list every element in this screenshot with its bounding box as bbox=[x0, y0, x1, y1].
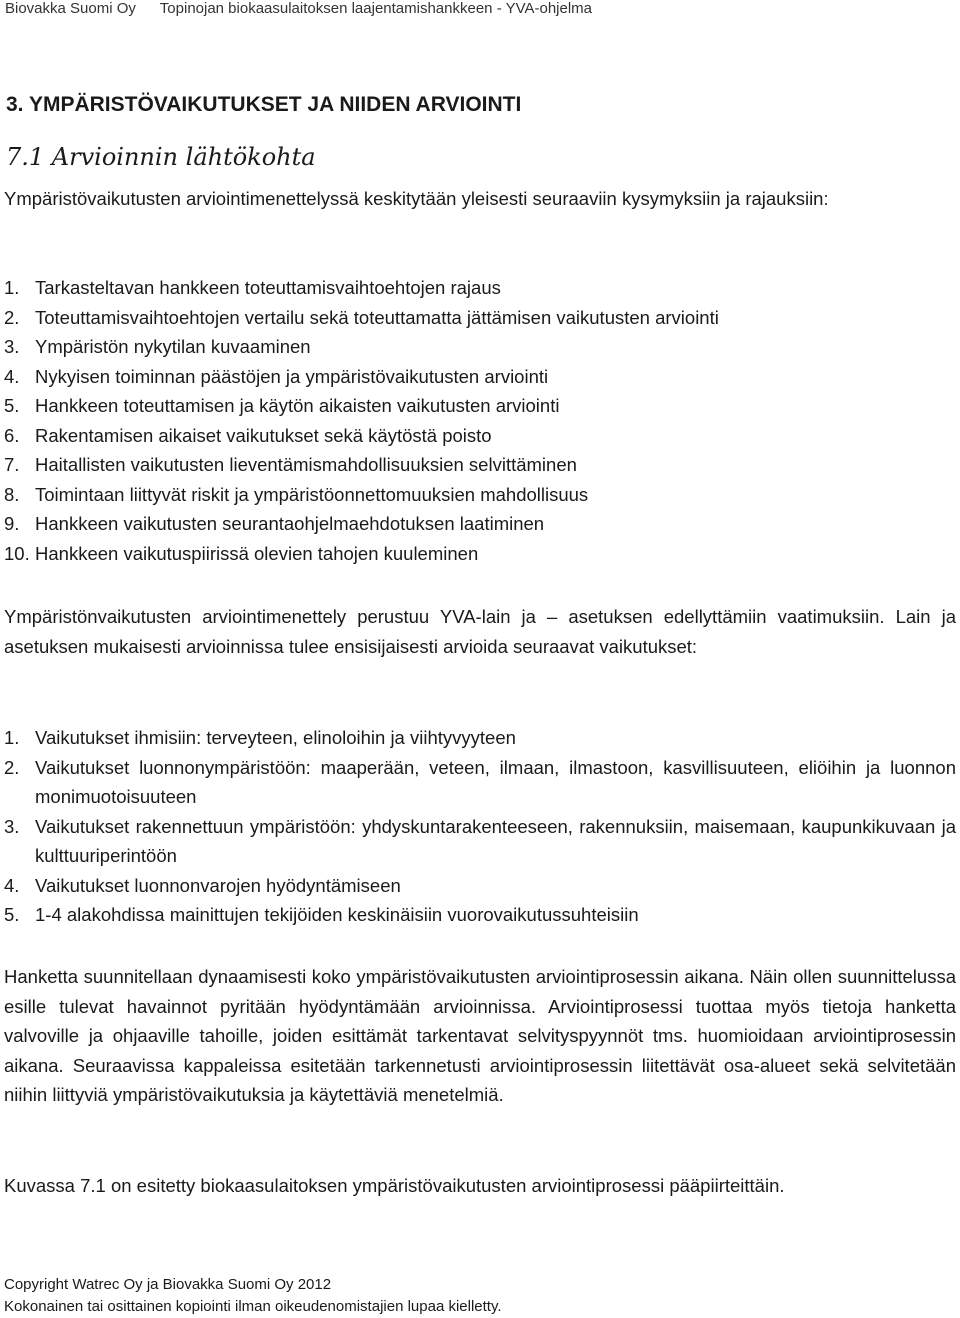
list-text: Vaikutukset luonnonympäristöön: maaperään, veteen, ilmaan, ilmastoon, kasvillisuuteen, eliöihin ja luonnon monimuotoisuuteen bbox=[35, 756, 956, 807]
list-number: 10. bbox=[4, 542, 30, 564]
list-item bbox=[4, 303, 956, 333]
list-number: 1. bbox=[4, 277, 20, 298]
list-item bbox=[4, 450, 956, 480]
list-text: Hankkeen toteuttamisen ja käytön aikaisten vaikutusten arviointi bbox=[35, 395, 560, 416]
intro-block bbox=[4, 184, 956, 214]
list-number: 7. bbox=[4, 454, 20, 475]
basis-block bbox=[4, 602, 956, 661]
list-text: Vaikutukset luonnonvarojen hyödyntämiseen bbox=[35, 874, 401, 896]
list-text: Haitallisten vaikutusten lieventämismahdollisuuksien selvittäminen bbox=[35, 454, 577, 475]
list-number: 2. bbox=[4, 756, 20, 778]
page-footer bbox=[4, 1274, 502, 1318]
intro-paragraph: Ympäristövaikutusten arviointimenettelyssä keskitytään yleisesti seuraaviin kysymyksiin ja rajauksiin: bbox=[4, 188, 829, 209]
list-number: 5. bbox=[4, 904, 20, 925]
list-text: Tarkasteltavan hankkeen toteuttamisvaihtoehtojen rajaus bbox=[35, 277, 501, 298]
list-text: Hankkeen vaikutuspiirissä olevien tahojen kuuleminen bbox=[35, 542, 479, 564]
list-text: Vaikutukset rakennettuun ympäristöön: yhdyskuntarakenteeseen, rakennuksiin, maisemaan, kaupunkikuvaan ja kulttuuriperintöön bbox=[35, 815, 956, 866]
list-item bbox=[4, 723, 956, 753]
section-title: 7.1 Arvioinnin lähtökohta bbox=[6, 143, 316, 171]
list-item bbox=[4, 812, 956, 871]
list-text: Ympäristön nykytilan kuvaaminen bbox=[35, 336, 311, 357]
list-item bbox=[4, 421, 956, 451]
list-number: 3. bbox=[4, 336, 20, 357]
list-item bbox=[4, 539, 956, 569]
figure-block bbox=[4, 1171, 956, 1201]
list-item bbox=[4, 273, 956, 303]
list-text: Rakentamisen aikaiset vaikutukset sekä käytöstä poisto bbox=[35, 424, 492, 446]
list-number: 5. bbox=[4, 395, 20, 416]
list-item bbox=[4, 753, 956, 812]
list-item bbox=[4, 900, 956, 930]
list-number: 3. bbox=[4, 815, 20, 837]
list-number: 1. bbox=[4, 727, 20, 748]
list-item bbox=[4, 362, 956, 392]
header-document-title: Topinojan biokaasulaitoksen laajentamishankkeen - YVA-ohjelma bbox=[159, 0, 593, 17]
list-number: 9. bbox=[4, 513, 20, 534]
process-block bbox=[4, 962, 956, 1110]
list-text: Vaikutukset ihmisiin: terveyteen, elinoloihin ja viihtyvyyteen bbox=[35, 727, 516, 748]
list-text: Nykyisen toiminnan päästöjen ja ympäristövaikutusten arviointi bbox=[35, 365, 549, 387]
list-number: 4. bbox=[4, 874, 20, 896]
list-number: 8. bbox=[4, 483, 20, 505]
basis-paragraph: Ympäristönvaikutusten arviointimenettely perustuu YVA-lain ja – asetuksen edellyttämiin vaatimuksiin. Lain ja asetuksen mukaisesti arvioinnissa tulee ensisijaisesti arvioida seuraavat vaikutukset: bbox=[4, 606, 956, 657]
list-item bbox=[4, 871, 956, 901]
list-number: 4. bbox=[4, 365, 20, 387]
page-header bbox=[5, 0, 612, 17]
list-text: Toimintaan liittyvät riskit ja ympäristöonnettomuuksien mahdollisuus bbox=[35, 483, 589, 505]
list-item bbox=[4, 391, 956, 421]
list-number: 2. bbox=[4, 306, 20, 328]
list-item bbox=[4, 509, 956, 539]
list-number: 6. bbox=[4, 424, 20, 446]
list-item bbox=[4, 480, 956, 510]
header-company: Biovakka Suomi Oy bbox=[5, 0, 136, 17]
footer-copyright: Copyright Watrec Oy ja Biovakka Suomi Oy 2012 bbox=[4, 1276, 332, 1293]
questions-list bbox=[4, 273, 956, 568]
impacts-block bbox=[4, 723, 956, 930]
list-text: Toteuttamisvaihtoehtojen vertailu sekä toteuttamatta jättämisen vaikutusten arviointi bbox=[35, 306, 719, 328]
footer-notice: Kokonainen tai osittainen kopiointi ilman oikeudenomistajien lupaa kielletty. bbox=[4, 1298, 502, 1315]
impacts-list bbox=[4, 723, 956, 930]
figure-paragraph: Kuvassa 7.1 on esitetty biokaasulaitoksen ympäristövaikutusten arviointiprosessi pääpiirteittäin. bbox=[4, 1175, 785, 1196]
list-text: 1-4 alakohdissa mainittujen tekijöiden keskinäisiin vuorovaikutussuhteisiin bbox=[35, 904, 639, 925]
list-item bbox=[4, 332, 956, 362]
chapter-title: 3. YMPÄRISTÖVAIKUTUKSET JA NIIDEN ARVIOINTI bbox=[6, 93, 522, 116]
questions-block bbox=[4, 273, 956, 568]
list-text: Hankkeen vaikutusten seurantaohjelmaehdotuksen laatiminen bbox=[35, 513, 545, 534]
process-paragraph: Hanketta suunnitellaan dynaamisesti koko ympäristövaikutusten arviointiprosessin aikana. Näin ollen suunnittelussa esille tulevat havainnot pyritään hyödyntämään arvioinnissa. Arviointiprosessi tuottaa myös tietoja hanketta valvoville ja ohjaaville tahoille, joiden esittämät tarkentavat selvityspyynnöt tms. huomioidaan arviointiprosessin aikana. Seuraavissa kappaleissa esitetään tarkennetusti arviointiprosessin liitettävät osa-alueet sekä selvitetään niihin liittyviä ympäristövaikutuksia ja käytettäviä menetelmiä. bbox=[4, 966, 956, 1105]
